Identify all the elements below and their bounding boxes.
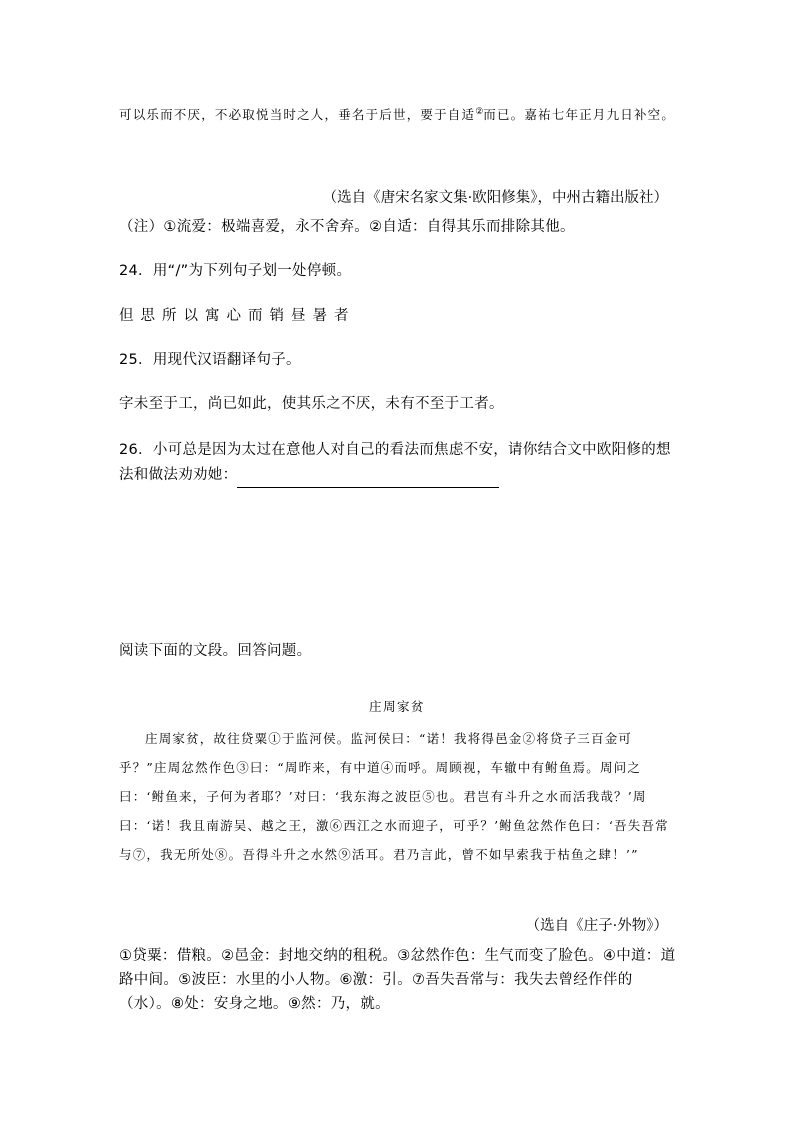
question-26 — [119, 438, 679, 488]
passage-1-text: 可以乐而不厌，不必取悦当时之人，垂名于后世，要于自适②而已。嘉祐七年正月九日补空。 — [119, 107, 676, 122]
passage-2-title: 庄周家贫 — [368, 698, 425, 714]
question-24-sentence: 但思所以寓心而销昼暑者 — [119, 308, 356, 324]
passage-2-body: 庄周家贫，故往贷粟①于监河侯。监河侯曰：“诺！我将得邑金②将贷子三百金可乎？”庄周忿然作色③曰：“周昨来，有中道④而呼。周顾视，车辙中有鲋鱼焉。周问之曰：‘鲋鱼来，子何为者耶？’对曰：‘我东海之波臣⑤也。君岂有斗升之水而活我哉？’周曰：‘诺！我且南游吴、越之王，激⑥西江之水而迎子，可乎？’鲋鱼忿然作色曰：‘吾失吾常与⑦，我无所处⑧。吾得斗升之水然⑨活耳。君乃言此，曾不如早索我于枯鱼之肆！’” — [119, 731, 669, 862]
question-24-stem: 24．用“/”为下列句子划一处停顿。 — [119, 263, 352, 279]
question-25-sentence: 字未至于工，尚已如此，使其乐之不厌，未有不至于工者。 — [119, 396, 504, 412]
passage-2-source: （选自《庄子·外物》） — [525, 917, 668, 934]
passage-1-notes: （注）①流爱：极端喜爱，永不舍弃。②自适：自得其乐而排除其他。 — [119, 219, 575, 235]
answer-blank[interactable] — [237, 471, 499, 488]
note-mark: ② — [475, 107, 484, 117]
question-25-stem: 25．用现代汉语翻译句子。 — [119, 352, 301, 368]
reading-instruction: 阅读下面的文段。回答问题。 — [119, 643, 312, 659]
passage-2-notes: ①贷粟：借粮。②邑金：封地交纳的租税。③忿然作色：生气而变了脸色。④中道：道路中间。⑤波臣：水里的小人物。⑥激：引。⑦吾失吾常与：我失去曾经作伴的（水）。⑧处：安身之地。⑨然：乃，就。 — [119, 948, 676, 1012]
question-26-stem: 26．小可总是因为太过在意他人对自己的看法而焦虑不安，请你结合文中欧阳修的想法和做法劝劝她： — [119, 442, 671, 483]
passage-1-source: （选自《唐宋名家文集·欧阳修集》，中州古籍出版社） — [322, 189, 668, 206]
